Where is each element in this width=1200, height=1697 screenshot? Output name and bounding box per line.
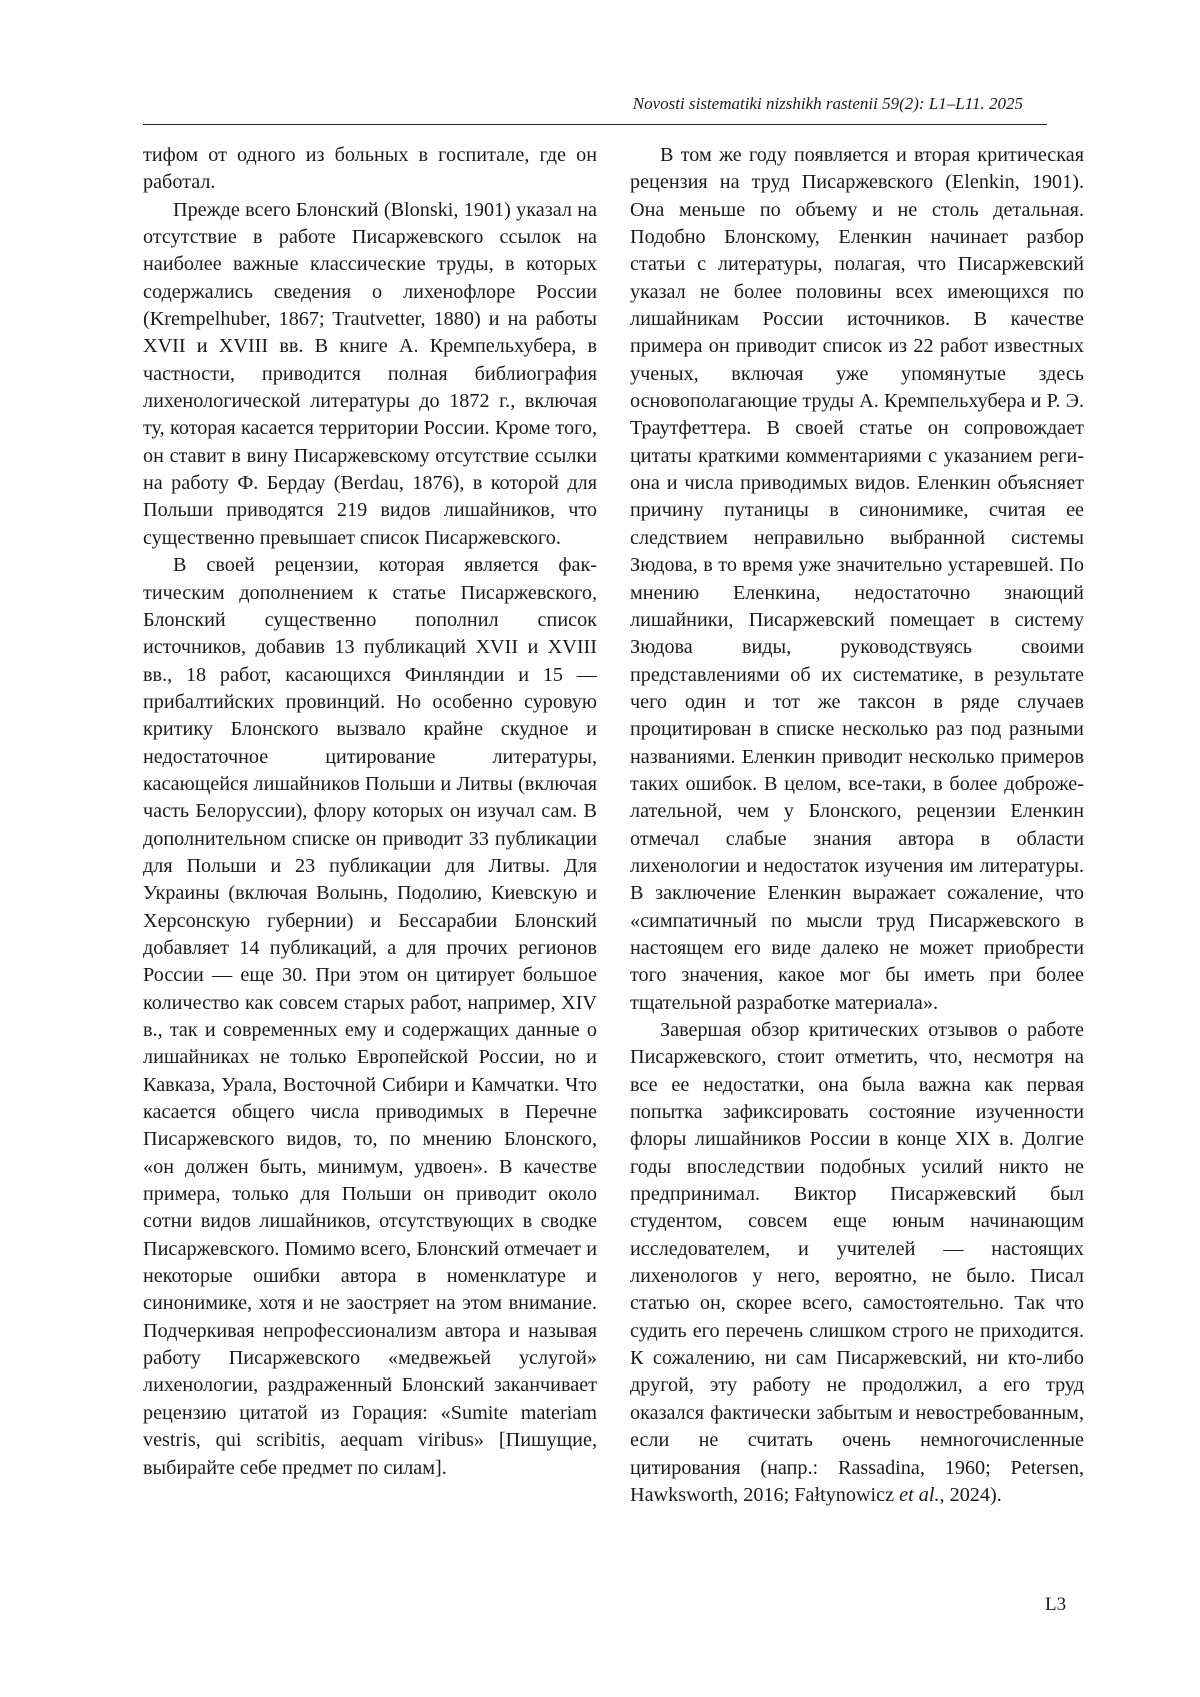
citation-tail: , 2024). — [939, 1483, 1002, 1506]
paragraph: В своей рецензии, которая является фактическим дополнением к статье Писаржевского, Блонский существенно пополнил список источников, добавив 13 публикаций XVII и XVIII вв., 18 работ, касающихся Финляндии и 15 — прибалтийских провинций. Но особенно суровую критику Блонского вызвало крайне скудное и недостаточное цитирование литературы, касающейся лишайников Польши и Литвы (включая часть Белоруссии), флору которых он изучал сам. В дополнительном списке он приводит 33 публикации для Польши и 23 публикации для Литвы. Для Украины (включая Волынь, Подолию, Киевскую и Херсонскую губернии) и Бессарабии Блонский добавляет 14 публикаций, а для прочих регионов России — еще 30. При этом он цитирует большое количество как совсем старых работ, например, XIV в., так и современных ему и содержащих данные о лишайниках не только Европейской России, но и Кавказа, Урала, Восточной Сибири и Камчатки. Что касается общего числа приводимых в Перечне Писаржевского видов, то, по мнению Блонского, «он должен быть, минимум, удвоен». В качестве примера, только для Польши он приводит около сотни видов лишайников, отсутствующих в сводке Писаржевского. Помимо всего, Блонский отмечает и некоторые ошибки автора в номенклатуре и синонимике, хотя и не заостряет на этом внимание. Подчеркивая непрофессионализм автора и называя работу Писаржевского «медвежьей услугой» лихенологии, раздраженный Блонский заканчивает рецензию цитатой из Горация: «Sumite materiam vestris, qui scribitis, aequam viribus» [Пишущие, выбирайте себе предмет по силам]. — [143, 554, 597, 1479]
running-header: Novosti sistematiki nizshikh rastenii 59(2): L1–L11. 2025 — [632, 94, 1023, 113]
citation-et-al: et al. — [899, 1483, 940, 1506]
page-number: L3 — [1045, 1594, 1067, 1615]
header-rule — [143, 124, 1047, 125]
right-column — [630, 142, 1084, 1509]
left-column — [143, 142, 597, 1482]
paragraph: тифом от одного из больных в госпитале, где он работал. — [143, 144, 597, 194]
paragraph: Прежде всего Блонский (Blonski, 1901) указал на отсутствие в работе Писаржевского ссылок на наиболее важные классические труды, в которых содержались сведения о лихенофлоре России (Krempelhuber, 1867; Trautvetter, 1880) и на работы XVII и XVIII вв. В книге А. Кремпельхубера, в частности, приводится полная библиография лихенологической литературы до 1872 г., включая ту, которая касается территории России. Кроме того, он ставит в вину Писаржевскому отсутствие ссылки на работу Ф. Бердау (Berdau, 1876), в которой для Польши приводятся 219 видов лишайников, что существенно превышает список Писаржевского. — [143, 198, 597, 549]
paragraph: В том же году появляется и вторая критическая рецензия на труд Писаржевского (Elenkin, 1901). Она меньше по объему и не столь детальная. Подобно Блонскому, Еленкин начинает разбор статьи с литературы, полагая, что Писаржевский указал не более половины всех имеющихся по лишайникам России источников. В качестве примера он приводит список из 22 работ известных ученых, включая уже упомянутые здесь основополагающие труды А. Кремпельхубера и Р. Э. Траутфеттера. В своей статье он сопровождает цитаты краткими комментариями с указанием региона и числа приводимых видов. Еленкин объясняет причину путаницы в синонимике, считая ее следствием неправильно выбранной системы Зюдова, в то время уже значительно устаревшей. По мнению Еленкина, недостаточно знающий лишайники, Писаржевский помещает в систему Зюдова виды, руководствуясь своими представлениями об их систематике, в результате чего один и тот же таксон в ряде случаев процитирован в списке несколько раз под разными названиями. Еленкин приводит несколько примеров таких ошибок. В целом, все-таки, в более доброжелательной, чем у Блонского, рецензии Еленкин отмечал слабые знания автора в области лихенологии и недостаток изучения им литературы. В заключение Еленкин выражает сожаление, что «симпатичный по мысли труд Писаржевского в настоящем его виде далеко не может приобрести того значения, какое мог бы иметь при более тщательной разработке материала». — [630, 144, 1084, 1014]
paragraph — [630, 1017, 1084, 1509]
paragraph-text: Завершая обзор критических отзывов о работе Писаржевского, стоит отметить, что, несмотря на все ее недостатки, она была важна как первая попытка зафиксировать состояние изученности флоры лишайников России в конце XIX в. Долгие годы впоследствии подобных усилий никто не предпринимал. Виктор Писаржевский был студентом, совсем еще юным начинающим исследователем, и учителей — настоящих лихенологов у него, вероятно, не было. Писал статью он, скорее всего, самостоятельно. Так что судить его перечень слишком строго не приходится. К сожалению, ни сам Писаржевский, ни кто-либо другой, эту работу не продолжил, а его труд оказался фактически забытым и невостребованным, если не считать очень немногочисленные цитирования (напр.: Rassadina, 1960; Petersen, Hawksworth, 2016; Fałtynowicz — [630, 1019, 1084, 1506]
